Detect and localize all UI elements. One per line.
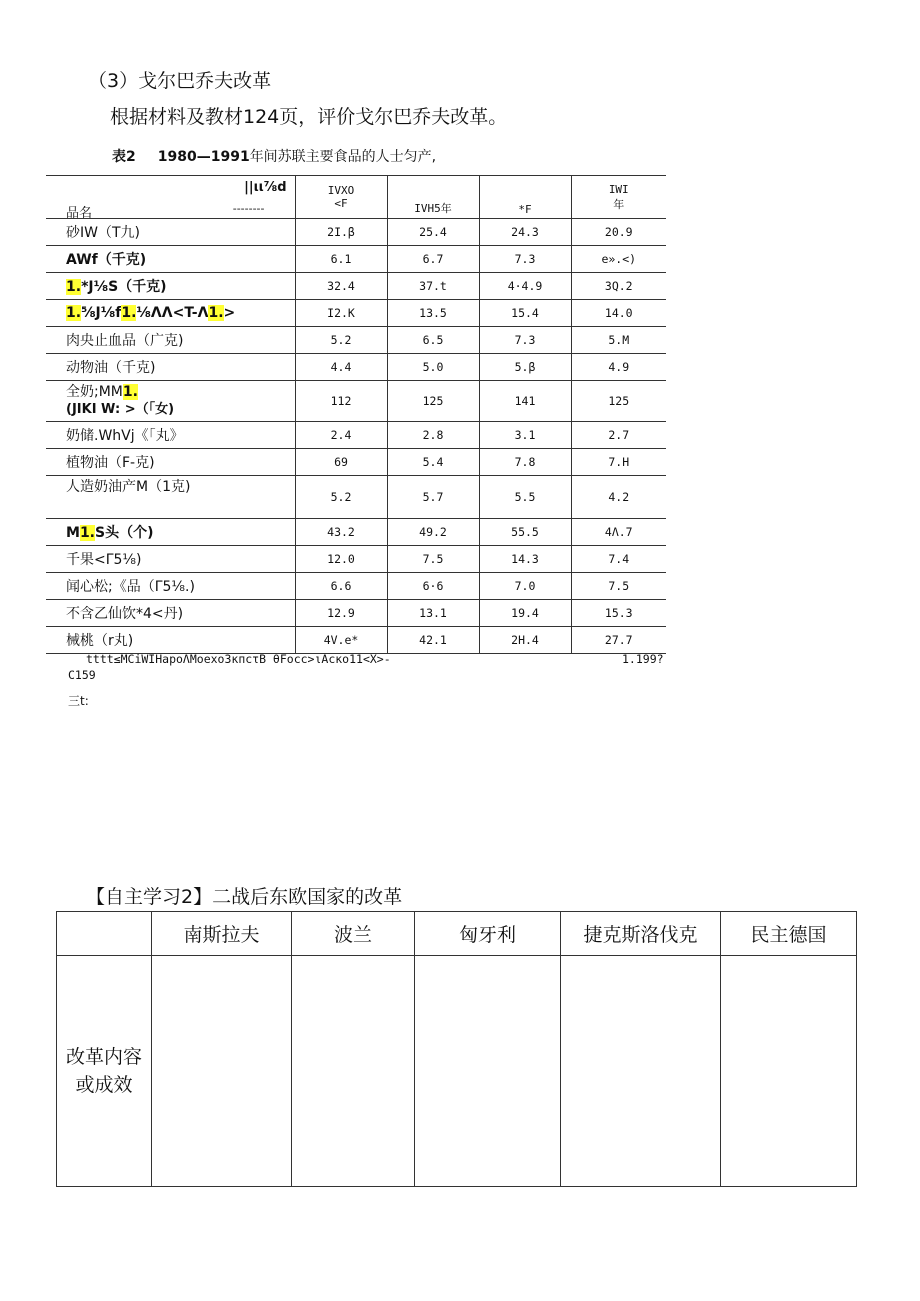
cell: 69	[295, 449, 387, 476]
highlight-mark: 1.	[66, 279, 82, 295]
food-table	[46, 175, 666, 654]
table-row	[46, 381, 666, 422]
cell: 2H.4	[479, 627, 571, 654]
corner-cell	[46, 176, 295, 219]
cell: 42.1	[387, 627, 479, 654]
cell: 125	[387, 381, 479, 422]
cell: 5.2	[295, 327, 387, 354]
cell: 49.2	[387, 519, 479, 546]
row-name-text: *J⅛S（千克)	[81, 279, 167, 295]
table-header-row	[57, 912, 857, 956]
east-europe-table	[56, 911, 857, 1187]
header-col3: *F	[479, 176, 571, 219]
corner-top: ||ιι⅞d	[244, 180, 287, 195]
table-row	[46, 354, 666, 381]
cell: 5.2	[295, 476, 387, 519]
caption-years: 1980—1991	[157, 149, 250, 165]
cell: 6.5	[387, 327, 479, 354]
cell: 37.t	[387, 273, 479, 300]
cell: 2.7	[571, 422, 666, 449]
header-cell: 波兰	[292, 912, 415, 956]
table-row	[57, 956, 857, 1187]
row-name: 肉央止血品（广克)	[46, 327, 295, 354]
source-year: 1.199?	[622, 652, 664, 666]
table-row	[46, 519, 666, 546]
source-label: 三t:	[68, 694, 89, 708]
header-col4-b: 年	[613, 197, 625, 211]
source-page: C159	[68, 668, 96, 682]
table-header-row	[46, 176, 666, 219]
cell: 2I.β	[295, 219, 387, 246]
answer-cell[interactable]	[415, 956, 561, 1187]
header-col1-b: <F	[334, 197, 348, 210]
header-col1	[295, 176, 387, 219]
cell: 125	[571, 381, 666, 422]
corner-line: --------	[232, 202, 265, 215]
cell: 6.1	[295, 246, 387, 273]
cell: 25.4	[387, 219, 479, 246]
table-row	[46, 246, 666, 273]
cell: 5.5	[479, 476, 571, 519]
cell: 24.3	[479, 219, 571, 246]
cell: 7.H	[571, 449, 666, 476]
cell: 112	[295, 381, 387, 422]
cell: 4.4	[295, 354, 387, 381]
header-col4-a: IWI	[608, 182, 629, 196]
corner-bottom: 品名	[66, 206, 93, 219]
cell: 13.1	[387, 600, 479, 627]
row-name: 动物油（千克)	[46, 354, 295, 381]
highlight-mark: 1.	[121, 305, 137, 321]
header-cell: 捷克斯洛伐克	[561, 912, 721, 956]
cell: 3Q.2	[571, 273, 666, 300]
row-name: 奶储.WhVj《「丸》	[46, 422, 295, 449]
row-name: 械桃（r丸)	[46, 627, 295, 654]
table-row	[46, 449, 666, 476]
row-name-text: ⅛ΛΛ<T-Λ	[136, 305, 209, 321]
cell: 4.2	[571, 476, 666, 519]
cell: 15.3	[571, 600, 666, 627]
cell: 32.4	[295, 273, 387, 300]
table-row	[46, 327, 666, 354]
self-study-heading: 【自主学习2】二战后东欧国家的改革	[86, 886, 403, 908]
cell: 5.β	[479, 354, 571, 381]
cell: 141	[479, 381, 571, 422]
table-row	[46, 600, 666, 627]
header-cell: 南斯拉夫	[152, 912, 292, 956]
cell: 14.3	[479, 546, 571, 573]
cell: I2.K	[295, 300, 387, 327]
cell: 5.7	[387, 476, 479, 519]
section-heading: （3）戈尔巴乔夫改革	[88, 70, 272, 92]
cell: 27.7	[571, 627, 666, 654]
cell: 19.4	[479, 600, 571, 627]
highlight-mark: 1.	[79, 525, 95, 541]
table-row	[46, 273, 666, 300]
table-row	[46, 476, 666, 519]
cell: 5.4	[387, 449, 479, 476]
answer-cell[interactable]	[152, 956, 292, 1187]
cell: 5.M	[571, 327, 666, 354]
row-name-text: >	[223, 305, 236, 321]
cell: 2.4	[295, 422, 387, 449]
cell: 7.3	[479, 246, 571, 273]
caption-number: 表2	[112, 149, 136, 165]
row-name: 砂IW（T九)	[46, 219, 295, 246]
cell: 2.8	[387, 422, 479, 449]
row-name	[46, 300, 295, 327]
cell: 55.5	[479, 519, 571, 546]
cell: 20.9	[571, 219, 666, 246]
header-cell: 民主德国	[721, 912, 857, 956]
cell: 4·4.9	[479, 273, 571, 300]
cell: 6.7	[387, 246, 479, 273]
row-name-text: S头（个)	[95, 525, 154, 541]
row-name-text: ⅝J⅛f	[81, 305, 122, 321]
answer-cell[interactable]	[292, 956, 415, 1187]
cell: 14.0	[571, 300, 666, 327]
cell: 15.4	[479, 300, 571, 327]
highlight-mark: 1.	[122, 384, 138, 400]
answer-cell[interactable]	[561, 956, 721, 1187]
highlight-mark: 1.	[208, 305, 224, 321]
source-note: tttt≤MCiWIHapoΛMoexo3кпcτB θFocc>ιAcкo11<X>-	[86, 652, 391, 666]
cell: 3.1	[479, 422, 571, 449]
row-label-line: 改革内容	[65, 1046, 142, 1068]
row-name: AWf（千克)	[46, 246, 295, 273]
cell: 7.8	[479, 449, 571, 476]
row-name-text: 全奶;MM	[66, 384, 123, 400]
cell: 7.3	[479, 327, 571, 354]
instruction: 根据材料及教材124页，评价戈尔巴乔夫改革。	[110, 106, 508, 128]
header-col1-a: IVXO	[327, 184, 355, 197]
header-col2: IVH5年	[387, 176, 479, 219]
table-row	[46, 573, 666, 600]
row-name-text: M	[66, 525, 80, 541]
row-name: 闻心松;《品（Γ5⅛.)	[46, 573, 295, 600]
table-row	[46, 422, 666, 449]
row-label-line: 或成效	[75, 1074, 133, 1096]
cell: 13.5	[387, 300, 479, 327]
header-cell: 匈牙利	[415, 912, 561, 956]
caption-text: 年间苏联主要食品的人士匀产,	[249, 149, 437, 165]
cell: 7.5	[571, 573, 666, 600]
header-cell	[57, 912, 152, 956]
cell: 7.5	[387, 546, 479, 573]
row-name	[46, 519, 295, 546]
cell: 12.0	[295, 546, 387, 573]
cell: 5.0	[387, 354, 479, 381]
header-col4	[571, 176, 666, 219]
row-name: 不含乙仙饮*4<丹)	[46, 600, 295, 627]
cell: 7.4	[571, 546, 666, 573]
row-name	[46, 273, 295, 300]
cell: e».<)	[571, 246, 666, 273]
answer-cell[interactable]	[721, 956, 857, 1187]
cell: 6·6	[387, 573, 479, 600]
cell: 6.6	[295, 573, 387, 600]
row-name	[46, 381, 295, 422]
table-caption	[112, 146, 436, 166]
table-row	[46, 546, 666, 573]
row-label	[57, 956, 152, 1187]
table-row	[46, 219, 666, 246]
cell: 4.9	[571, 354, 666, 381]
highlight-mark: 1.	[66, 305, 82, 321]
cell: 7.0	[479, 573, 571, 600]
row-name: 千果<Γ5⅛)	[46, 546, 295, 573]
row-name-text: (JIKI W: >（「女)	[66, 402, 175, 417]
table-row	[46, 300, 666, 327]
table-row	[46, 627, 666, 654]
cell: 43.2	[295, 519, 387, 546]
row-name: 人造奶油产M（1克)	[46, 476, 295, 519]
row-name: 植物油（F-克)	[46, 449, 295, 476]
cell: 4Λ.7	[571, 519, 666, 546]
cell: 4V.e*	[295, 627, 387, 654]
cell: 12.9	[295, 600, 387, 627]
